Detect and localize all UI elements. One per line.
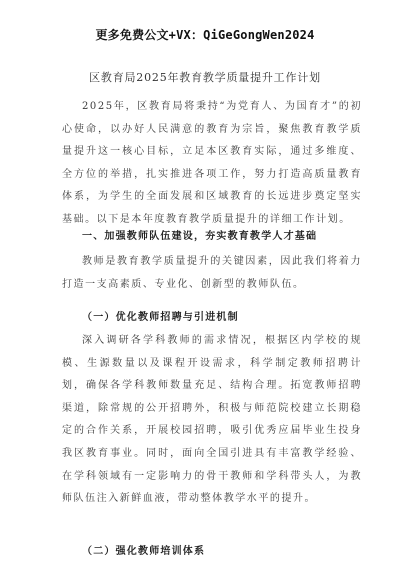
document-title: 区教育局2025年教育教学质量提升工作计划 <box>89 71 321 84</box>
section-1-paragraph: 教师是教育教学质量提升的关键因素，因此我们将着力打造一支高素质、专业化、创新型的教师队伍。 <box>62 256 362 290</box>
subsection-1-heading: （一）优化教师招聘与引进机制 <box>82 312 239 323</box>
section-1-heading: 一、加强教师队伍建设，夯实教育教学人才基础 <box>82 231 318 242</box>
subsection-2-heading: （二）强化教师培训体系 <box>82 546 206 557</box>
promo-header-text: 更多免费公文+VX：QiGeGongWen2024 <box>95 28 315 42</box>
intro-paragraph: 2025年，区教育局将秉持“为党育人、为国育才”的初心使命，以办好人民满意的教育为宗旨，聚焦教育教学质量提升这一核心目标，立足本区教育实际，通过多维度、全方位的举措，扎实推进各项工作，努力打造高质量教育体系，为学生的全面发展和区域教育的长远进步奠定坚实基础。以下是本年度教育教学质量提升的详细工作计划。 <box>62 101 362 225</box>
subsection-1-paragraph: 深入调研各学科教师的需求情况，根据区内学校的规模、生源数量以及课程开设需求，科学制定教师招聘计划，确保各学科教师数量充足、结构合理。拓宽教师招聘渠道，除常规的公开招聘外，积极与师范院校建立长期稳定的合作关系，开展校园招聘，吸引优秀应届毕业生投身我区教育事业。同时，面向全国引进具有丰富教学经验、在学科领域有一定影响力的骨干教师和学科带头人，为教师队伍注入新鲜血液，带动整体教学水平的提升。 <box>62 335 362 505</box>
